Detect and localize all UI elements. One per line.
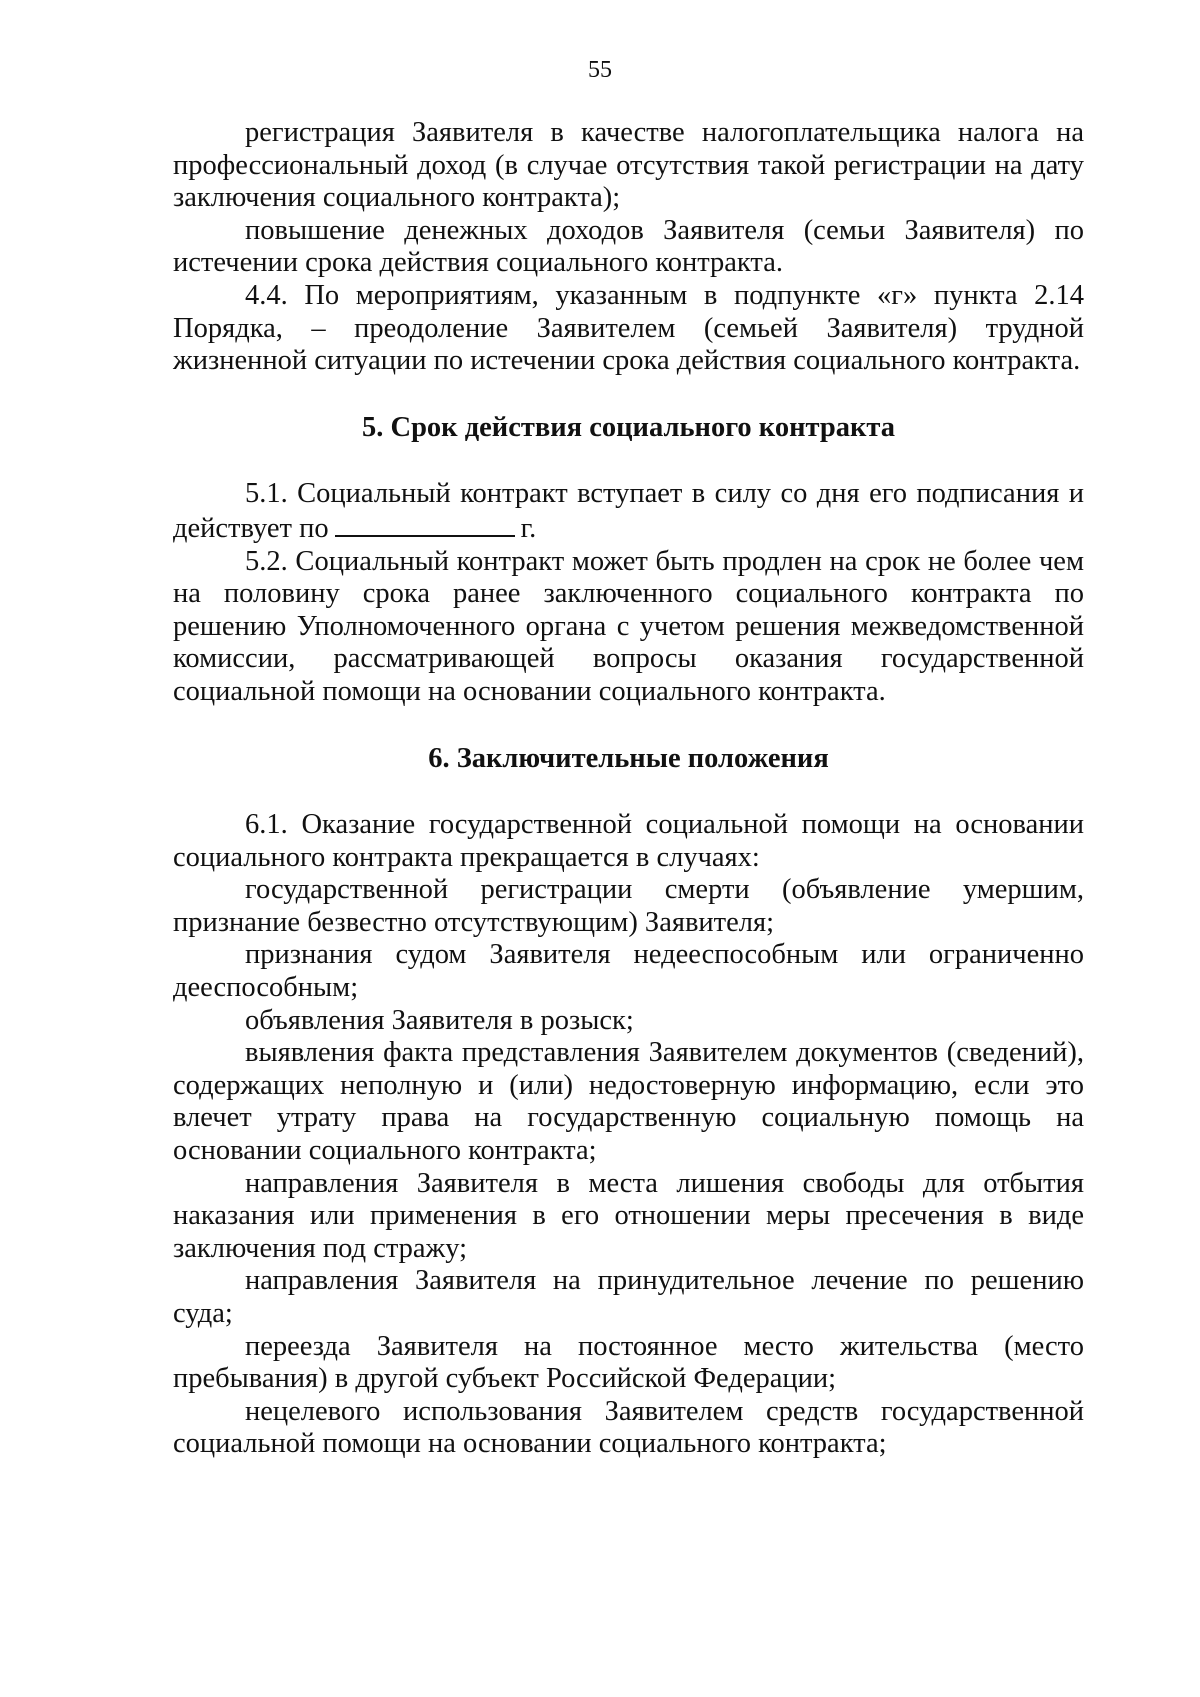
paragraph-6-1: 6.1. Оказание государственной социальной помощи на основании социального контракта прекращается в случаях: xyxy=(173,809,1084,873)
section-5-heading: 5. Срок действия социального контракта xyxy=(362,411,895,443)
list-item: выявления факта представления Заявителем документов (сведений), содержащих неполную и (или) недостоверную информацию, если это влечет утрату права на государственную социальную помощь на основании социального контракта; xyxy=(173,1037,1084,1167)
list-item: объявления Заявителя в розыск; xyxy=(245,1004,634,1036)
list-item: направления Заявителя на принудительное лечение по решению суда; xyxy=(173,1265,1084,1329)
paragraph-5-1-text: 5.1. Социальный контракт вступает в силу со дня его подписания и действует по xyxy=(173,478,1084,544)
section-6-heading: 6. Заключительные положения xyxy=(428,742,829,774)
paragraph-4-4: 4.4. По мероприятиям, указанным в подпункте «г» пункта 2.14 Порядка, – преодоление Заявителем (семьей Заявителя) трудной жизненной ситуации по истечении срока действия социального контракта. xyxy=(173,279,1084,377)
paragraph-income-increase: повышение денежных доходов Заявителя (семьи Заявителя) по истечении срока действия социального контракта. xyxy=(173,214,1084,279)
list-item: государственной регистрации смерти (объявление умершим, признание безвестно отсутствующим) Заявителя; xyxy=(173,874,1084,938)
list-item: нецелевого использования Заявителем средств государственной социальной помощи на основании социального контракта; xyxy=(173,1395,1084,1460)
page-number: 55 xyxy=(588,57,612,83)
paragraph-5-1 xyxy=(173,478,1084,545)
paragraph-registration: регистрация Заявителя в качестве налогоплательщика налога на профессиональный доход (в случае отсутствия такой регистрации на дату заключения социального контракта); xyxy=(173,117,1084,214)
date-blank-field xyxy=(335,511,515,537)
paragraph-5-1-suffix: г. xyxy=(520,512,537,544)
list-item: переезда Заявителя на постоянное место жительства (место пребывания) в другой субъект Российской Федерации; xyxy=(173,1330,1084,1395)
list-item: направления Заявителя в места лишения свободы для отбытия наказания или применения в его отношении меры пресечения в виде заключения под стражу; xyxy=(173,1167,1084,1264)
document-body xyxy=(173,117,1084,1461)
list-item: признания судом Заявителя недееспособным или ограниченно дееспособным; xyxy=(173,939,1084,1004)
paragraph-5-2: 5.2. Социальный контракт может быть продлен на срок не более чем на половину срока ранее заключенного социального контракта по решению Уполномоченного органа с учетом решения межведомственной комиссии, рассматривающей вопросы оказания государственной социальной помощи на основании социального контракта. xyxy=(173,545,1084,707)
